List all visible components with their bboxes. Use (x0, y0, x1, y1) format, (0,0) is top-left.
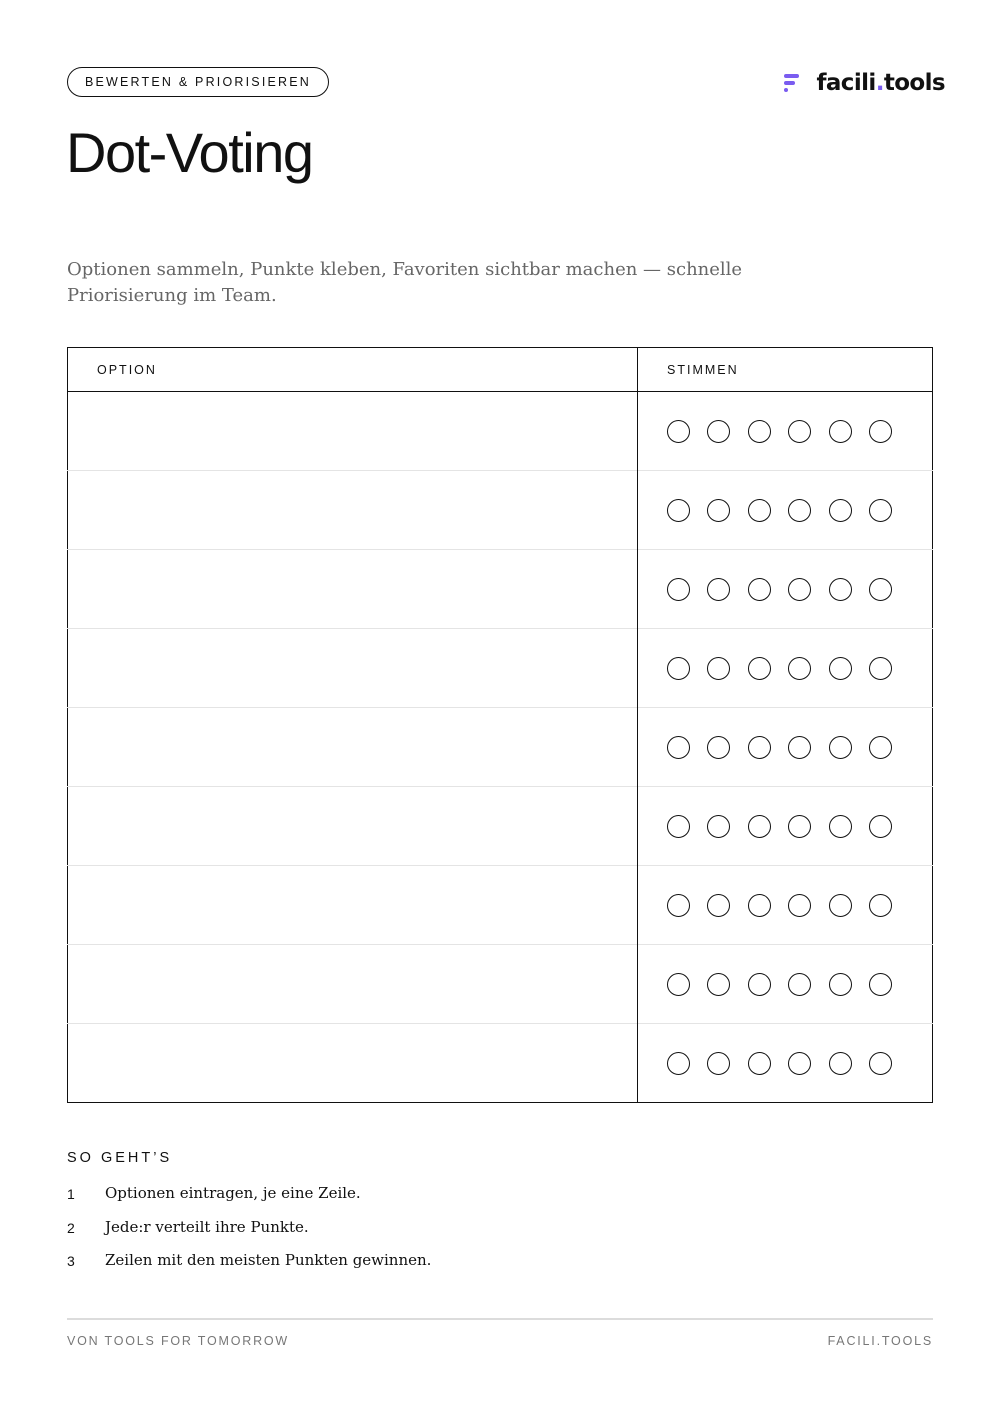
brand-logo (784, 70, 945, 96)
vote-dot[interactable] (869, 420, 892, 443)
vote-dot[interactable] (748, 657, 771, 680)
logo-text-end: tools (883, 70, 945, 96)
vote-dot[interactable] (788, 578, 811, 601)
logo-text-main: facili (816, 70, 876, 96)
footer-site: FACILI.TOOLS (827, 1334, 933, 1348)
table-row (68, 945, 933, 1024)
vote-dots (667, 973, 932, 996)
vote-dot[interactable] (667, 420, 690, 443)
step-number: 2 (67, 1219, 75, 1236)
vote-dot[interactable] (667, 894, 690, 917)
vote-dot[interactable] (748, 736, 771, 759)
option-cell[interactable] (68, 392, 638, 471)
vote-dot[interactable] (788, 420, 811, 443)
vote-dot[interactable] (788, 815, 811, 838)
option-cell[interactable] (68, 1024, 638, 1103)
intro-text: Optionen sammeln, Punkte kleben, Favoriten sichtbar machen — schnelle Priorisierung im Team. (67, 259, 743, 306)
vote-dot[interactable] (829, 499, 852, 522)
category-tag: BEWERTEN & PRIORISIEREN (67, 67, 329, 97)
vote-dot[interactable] (829, 420, 852, 443)
vote-dots (667, 657, 932, 680)
option-cell[interactable] (68, 787, 638, 866)
option-cell[interactable] (68, 471, 638, 550)
vote-dots (667, 499, 932, 522)
vote-dot[interactable] (869, 736, 892, 759)
step-text: Zeilen mit den meisten Punkten gewinnen. (105, 1251, 432, 1269)
vote-dot[interactable] (869, 815, 892, 838)
column-header-votes: STIMMEN (638, 348, 933, 392)
vote-dots (667, 815, 932, 838)
vote-dot[interactable] (748, 420, 771, 443)
vote-dot[interactable] (748, 499, 771, 522)
votes-cell (638, 550, 933, 629)
option-cell[interactable] (68, 629, 638, 708)
vote-dot[interactable] (869, 499, 892, 522)
footer-credit: VON TOOLS FOR TOMORROW (67, 1334, 290, 1348)
votes-cell (638, 392, 933, 471)
vote-dot[interactable] (829, 894, 852, 917)
table-row (68, 708, 933, 787)
vote-dot[interactable] (707, 420, 730, 443)
vote-dot[interactable] (667, 815, 690, 838)
table-row (68, 629, 933, 708)
step-text: Jede:r verteilt ihre Punkte. (105, 1217, 309, 1236)
table-header-row (68, 348, 933, 392)
vote-dot[interactable] (829, 1052, 852, 1075)
vote-dot[interactable] (707, 657, 730, 680)
vote-dots (667, 1052, 932, 1075)
votes-cell (638, 945, 933, 1024)
voting-table (67, 347, 933, 1103)
vote-dot[interactable] (707, 578, 730, 601)
votes-cell (638, 629, 933, 708)
vote-dot[interactable] (667, 499, 690, 522)
vote-dot[interactable] (748, 894, 771, 917)
vote-dot[interactable] (829, 578, 852, 601)
how-to-title: SO GEHT’S (67, 1150, 173, 1166)
vote-dot[interactable] (748, 815, 771, 838)
option-cell[interactable] (68, 945, 638, 1024)
table-body (68, 392, 933, 1103)
table-row (68, 392, 933, 471)
column-header-option: OPTION (68, 348, 638, 392)
step-item (67, 1251, 431, 1285)
option-cell[interactable] (68, 550, 638, 629)
vote-dot[interactable] (707, 499, 730, 522)
table-row (68, 1024, 933, 1103)
vote-dot[interactable] (748, 973, 771, 996)
vote-dot[interactable] (829, 736, 852, 759)
vote-dot[interactable] (788, 1052, 811, 1075)
option-cell[interactable] (68, 708, 638, 787)
vote-dot[interactable] (829, 973, 852, 996)
how-to-steps (67, 1184, 431, 1285)
vote-dot[interactable] (869, 973, 892, 996)
vote-dot[interactable] (707, 1052, 730, 1075)
table-row (68, 787, 933, 866)
option-cell[interactable] (68, 866, 638, 945)
vote-dot[interactable] (707, 736, 730, 759)
vote-dot[interactable] (788, 657, 811, 680)
vote-dot[interactable] (788, 894, 811, 917)
votes-cell (638, 708, 933, 787)
step-item (67, 1218, 431, 1252)
vote-dot[interactable] (869, 657, 892, 680)
vote-dots (667, 578, 932, 601)
vote-dot[interactable] (707, 894, 730, 917)
vote-dot[interactable] (707, 973, 730, 996)
footer-divider (67, 1318, 933, 1320)
vote-dot[interactable] (667, 657, 690, 680)
logo-text-dot: . (875, 70, 884, 96)
vote-dot[interactable] (869, 1052, 892, 1075)
vote-dot[interactable] (788, 973, 811, 996)
vote-dot[interactable] (748, 1052, 771, 1075)
step-number: 1 (67, 1186, 75, 1202)
step-text: Optionen eintragen, je eine Zeile. (105, 1184, 361, 1202)
vote-dot[interactable] (829, 657, 852, 680)
table-row (68, 866, 933, 945)
vote-dots (667, 736, 932, 759)
vote-dot[interactable] (707, 815, 730, 838)
table-row (68, 550, 933, 629)
vote-dot[interactable] (869, 894, 892, 917)
vote-dot[interactable] (748, 578, 771, 601)
page-title: Dot-Voting (66, 121, 313, 184)
vote-dot[interactable] (667, 973, 690, 996)
vote-dot[interactable] (667, 578, 690, 601)
vote-dots (667, 420, 932, 443)
vote-dot[interactable] (667, 736, 690, 759)
vote-dots (667, 894, 932, 917)
step-item (67, 1184, 431, 1218)
vote-dot[interactable] (869, 578, 892, 601)
vote-dot[interactable] (788, 499, 811, 522)
votes-cell (638, 787, 933, 866)
table-row (68, 471, 933, 550)
votes-cell (638, 471, 933, 550)
votes-cell (638, 1024, 933, 1103)
vote-dot[interactable] (829, 815, 852, 838)
logo-icon (784, 74, 800, 92)
vote-dot[interactable] (667, 1052, 690, 1075)
vote-dot[interactable] (788, 736, 811, 759)
votes-cell (638, 866, 933, 945)
step-number: 3 (67, 1253, 75, 1269)
